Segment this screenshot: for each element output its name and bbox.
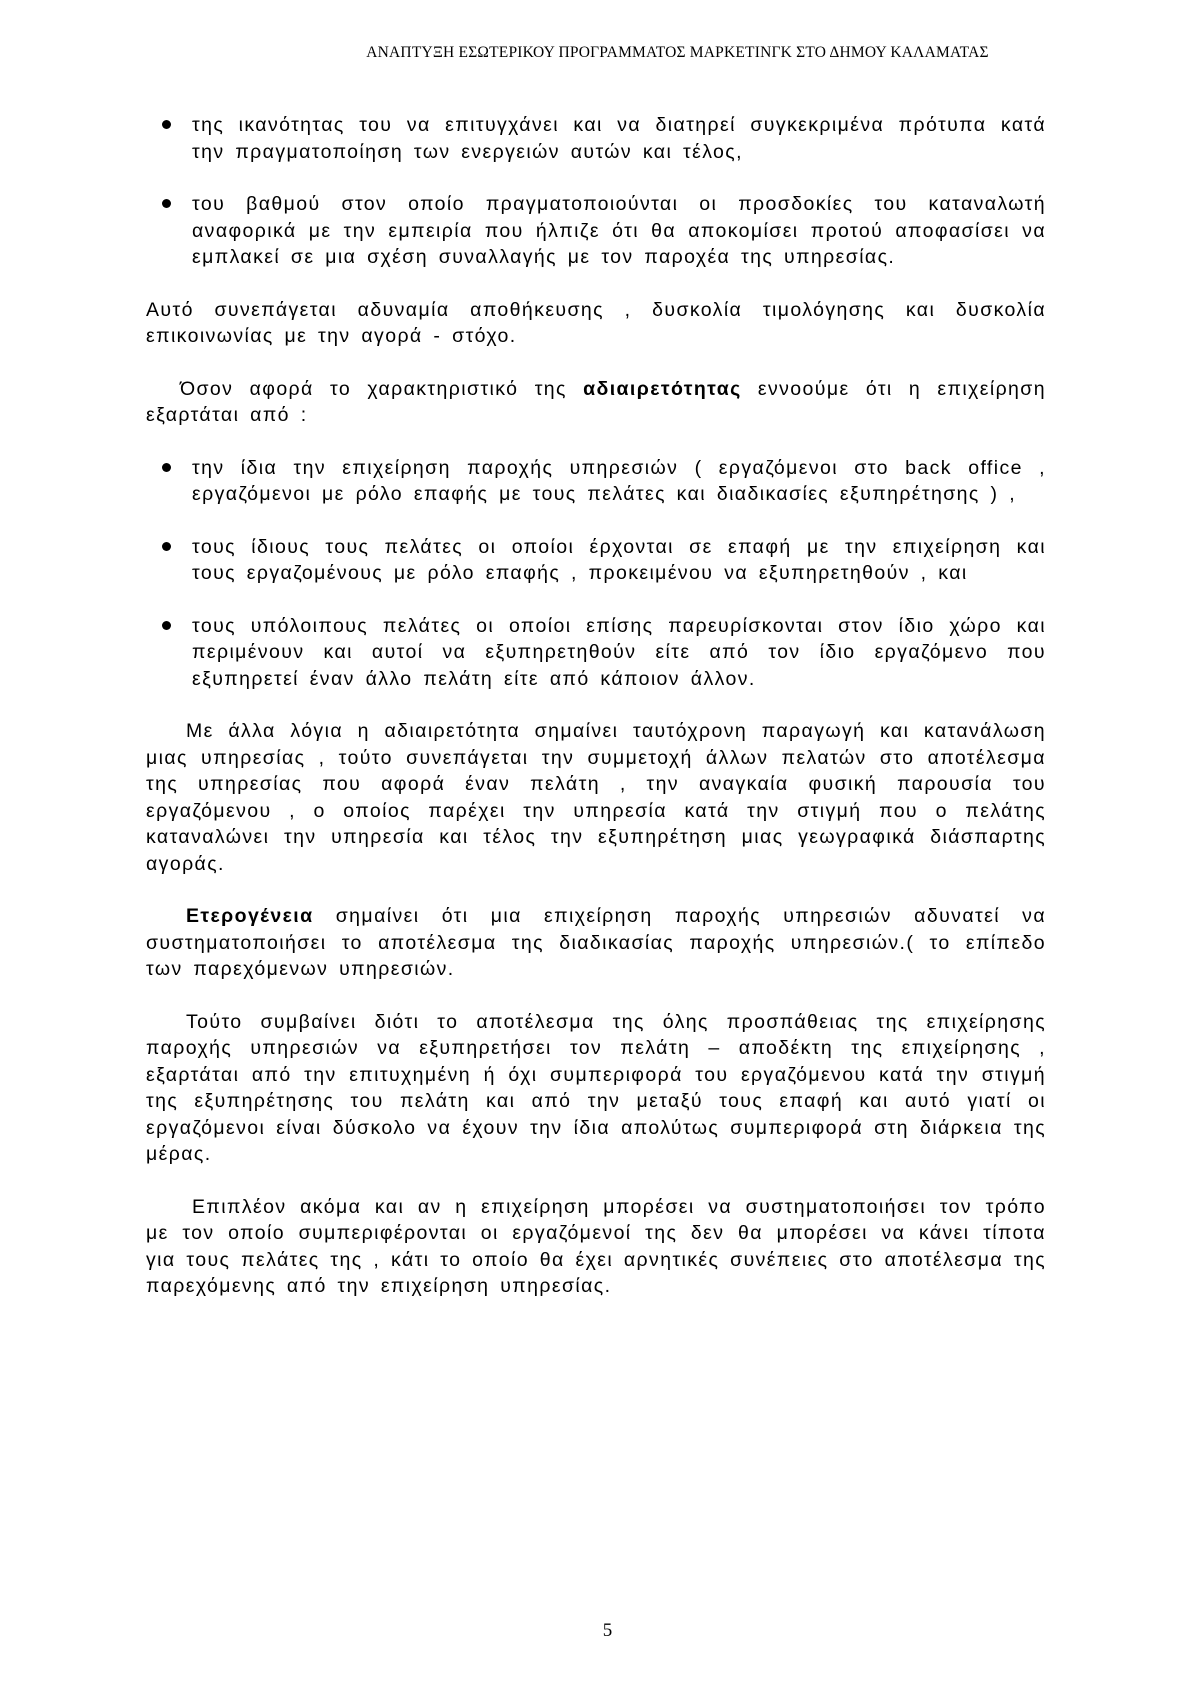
list-item-text: την ίδια την επιχείρηση παροχής υπηρεσιών ( εργαζόμενοι στο back office , εργαζόμενοι με ρόλο επαφής με τους πελάτες και διαδικασίες εξυπηρέτησης ) ,	[192, 456, 1046, 505]
list-item	[146, 191, 1046, 271]
paragraph-reason: Τούτο συμβαίνει διότι το αποτέλεσμα της όλης προσπάθειας της επιχείρησης παροχής υπηρεσιών να εξυπηρετήσει τον πελάτη – αποδέκτη της επιχείρησης , εξαρτάται από την επιτυχημένη ή όχι συμπεριφορά του εργαζόμενου κατά την στιγμή της εξυπηρέτησης του πελάτη και από την μεταξύ τους επαφή και αυτό γιατί οι εργαζόμενοι είναι δύσκολο να έχουν την ίδια απολύτως συμπεριφορά στη διάρκεια της μέρας.	[146, 1010, 1046, 1165]
bullet-list-dependencies	[146, 455, 1046, 693]
list-item-text: τους υπόλοιπους πελάτες οι οποίοι επίσης παρευρίσκονται στον ίδιο χώρο και περιμένουν και αυτοί να εξυπηρετηθούν είτε από τον ίδιο εργαζόμενο που εξυπηρετεί έναν άλλο πελάτη είτε από κάποιον άλλον.	[192, 614, 1046, 690]
page-header: ΑΝΑΠΤΥΞΗ ΕΣΩΤΕΡΙΚΟΥ ΠΡΟΓΡΑΜΜΑΤΟΣ ΜΑΡΚΕΤΙΝΓΚ ΣΤΟ ΔΗΜΟΥ ΚΑΛΑΜΑΤΑΣ	[366, 44, 989, 61]
paragraph-moreover: Επιπλέον ακόμα και αν η επιχείρηση μπορέσει να συστηματοποιήσει τον τρόπο με τον οποίο συμπεριφέρονται οι εργαζόμενοί της δεν θα μπορέσει να κάνει τίποτα για τους πελάτες της , κάτι το οποίο θα έχει αρνητικές συνέπειες στο αποτέλεσμα της παρεχόμενης από την επιχείρηση υπηρεσίας.	[146, 1195, 1046, 1297]
list-item-text: τους ίδιους τους πελάτες οι οποίοι έρχονται σε επαφή με την επιχείρηση και τους εργαζομένους με ρόλο επαφής , προκειμένου να εξυπηρετηθούν , και	[192, 535, 1046, 584]
list-item-text: της ικανότητας του να επιτυγχάνει και να διατηρεί συγκεκριμένα πρότυπα κατά την πραγματοποίηση των ενεργειών αυτών και τέλος,	[192, 114, 1046, 163]
bold-term: αδιαιρετότητας	[583, 377, 742, 400]
paragraph-in-other-words: Με άλλα λόγια η αδιαιρετότητα σημαίνει ταυτόχρονη παραγωγή και κατανάλωση μιας υπηρεσίας , τούτο συνεπάγεται την συμμετοχή άλλων πελατών στο αποτέλεσμα της υπηρεσίας που αφορά έναν πελάτη , την αναγκαία φυσική παρουσία του εργαζόμενου , ο οποίος παρέχει την υπηρεσία κατά την στιγμή που ο πελάτης καταναλώνει την υπηρεσία και τέλος την εξυπηρέτηση μιας γεωγραφικά διάσπαρτης αγοράς.	[146, 720, 1046, 875]
document-body	[146, 112, 1046, 1326]
paragraph-text: σημαίνει ότι μια επιχείρηση παροχής υπηρεσιών αδυνατεί να συστηματοποιήσει το αποτέλεσμα της διαδικασίας παροχής υπηρεσιών.( το επίπεδο των παρεχόμενων υπηρεσιών.	[146, 905, 1046, 980]
paragraph-storage: Αυτό συνεπάγεται αδυναμία αποθήκευσης , δυσκολία τιμολόγησης και δυσκολία επικοινωνίας με την αγορά - στόχο.	[146, 298, 1046, 347]
list-item	[146, 534, 1046, 587]
list-item	[146, 455, 1046, 508]
list-item-text: του βαθμού στον οποίο πραγματοποιούνται οι προσδοκίες του καταναλωτή αναφορικά με την εμπειρία που ήλπιζε ότι θα αποκομίσει προτού αποφασίσει να εμπλακεί σε μια σχέση συναλλαγής με τον παροχέα της υπηρεσίας.	[192, 193, 1046, 268]
bold-term: Ετερογένεια	[186, 905, 314, 927]
paragraph-inseparability	[146, 376, 1046, 429]
paragraph-text: Όσον αφορά το χαρακτηριστικό της	[180, 377, 584, 400]
bullet-icon	[162, 542, 171, 551]
paragraph-text: εννοούμε ότι η επιχείρηση εξαρτάται από :	[146, 377, 1046, 426]
bullet-icon	[162, 463, 171, 472]
list-item	[146, 613, 1046, 693]
paragraph-heterogeneity	[146, 903, 1046, 983]
bullet-icon	[162, 199, 171, 208]
bullet-list-quality	[146, 112, 1046, 271]
page-number: 5	[602, 1620, 613, 1641]
bullet-icon	[162, 621, 171, 630]
list-item	[146, 112, 1046, 165]
bullet-icon	[162, 120, 171, 129]
